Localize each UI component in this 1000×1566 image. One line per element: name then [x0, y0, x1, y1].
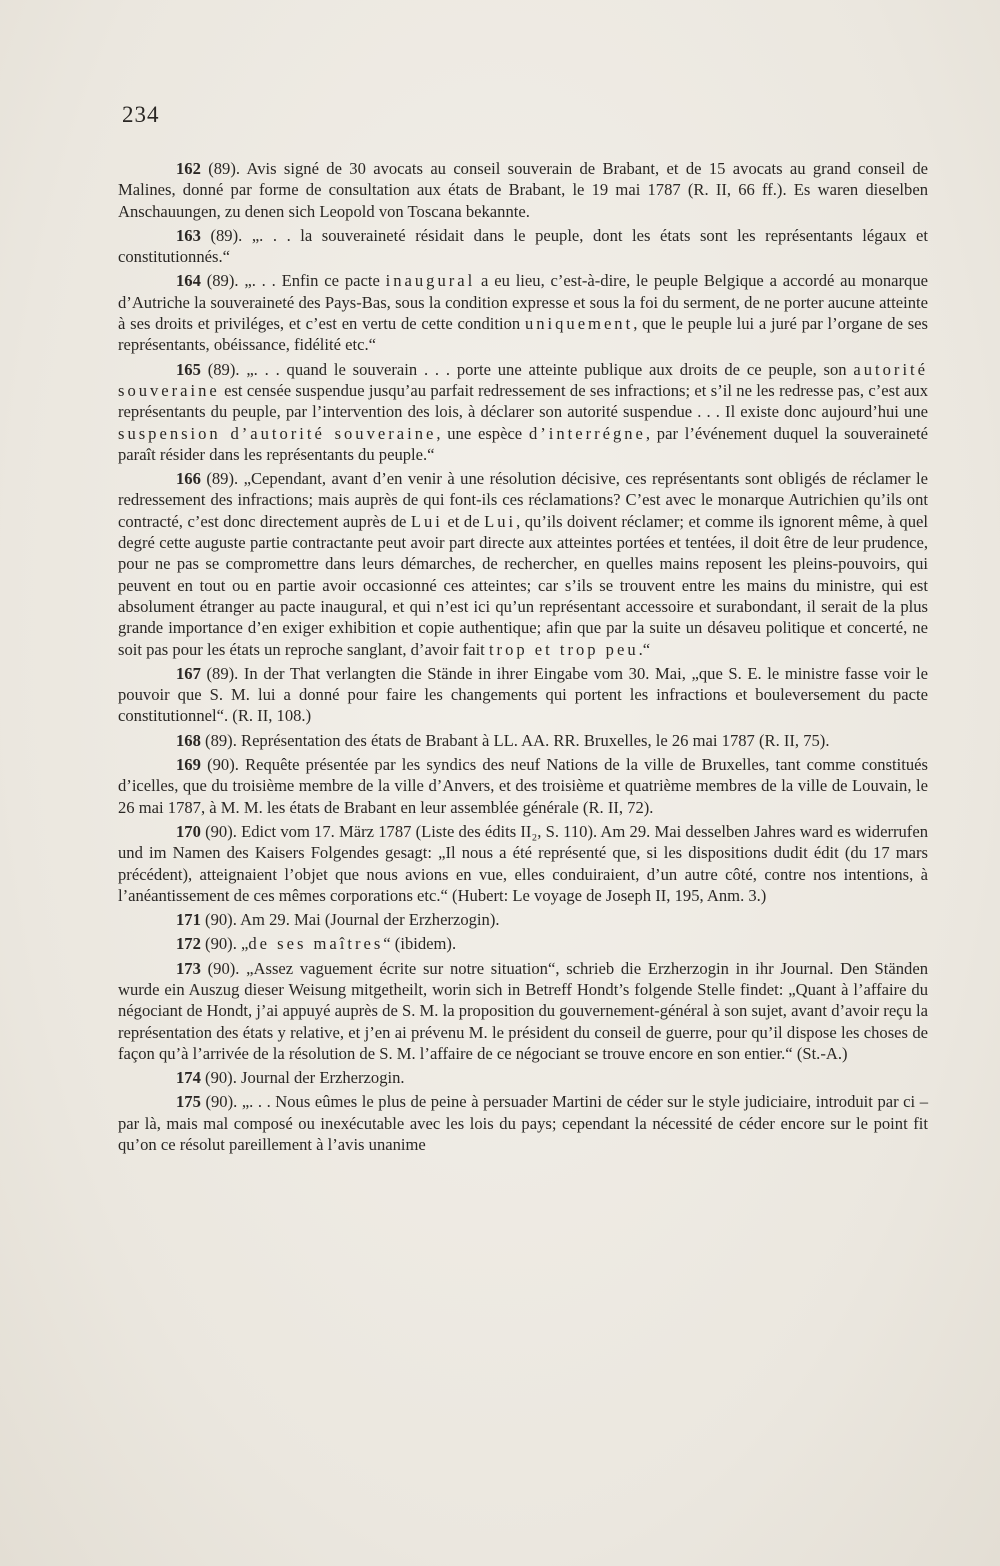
spaced-emphasis: d’interrégne: [528, 423, 646, 443]
footnotes-body: [118, 158, 928, 1158]
footnote-number: 173: [176, 958, 201, 978]
footnote-text: , qu’ils doivent réclamer; et comme ils ignorent même, à quel degré cette auguste partie contractante peut avoir part directe aux atteintes portées et tentées, il doit être de leur prudence, pour ne pas se compromettre dans leurs démarches, de rechercher, en quelles mains reposent les pleins-pouvoirs, qui peuvent en tout ou en partie avoir occasionné ces atteintes; car s’ils se trouvent entre les mains du ministre, qui est absolument étranger au pacte inaugural, et qui n’est ici qu’un représentant accessoire et surabondant, il serait de la plus grande importance d’en exiger exhibition et copie authentique; afin que par la suite un désaveu politique et concerté, ne soit pas pour les états un reproche sanglant, d’avoir fait: [118, 511, 928, 659]
footnote-169: [118, 754, 928, 818]
spaced-emphasis: inaugural: [385, 271, 476, 291]
footnote-number: 164: [176, 271, 201, 291]
footnote-number: 172: [176, 934, 201, 954]
footnote-166: [118, 468, 928, 660]
footnote-number: 166: [176, 469, 201, 489]
footnote-number: 163: [176, 225, 201, 245]
footnote-165: [118, 359, 928, 465]
footnote-page-ref: (89).: [210, 225, 243, 245]
footnote-text: In der That verlangten die Stände in ihrer Eingabe vom 30. Mai, „que S. E. le ministre fasse voir le pouvoir que S. M. lui a donné pour faire les changements qui portent les infractions et bouleversement du pacte constitutionnel“. (R. II, 108.): [118, 663, 928, 726]
footnote-text: „: [241, 934, 249, 954]
footnote-175: [118, 1091, 928, 1155]
spaced-emphasis: uniquement: [524, 314, 634, 334]
footnote-text: est censée suspendue jusqu’au parfait redressement de ses infractions; et s’il ne les redresse pas, c’est aux représentants du peuple, par l’intervention des lois, à déclarer son autorité suspendue . . . Il existe donc aujourd’hui une: [118, 380, 928, 422]
footnote-number: 168: [176, 730, 201, 750]
footnote-text: „Assez vaguement écrite sur notre situation“, schrieb die Erzherzogin in ihr Journal. Den Ständen wurde ein Auszug dieser Weisung mitgetheilt, worin sich in Betreff Hondt’s folgende Stelle findet: „Quant à l’affaire du négociant de Hondt, j’ai appuyé auprès de S. M. la proposition du gouvernement-général à son sujet, avant d’avoir reçu la représentation des états y relative, et j’en ai prévenu M. le président du conseil de guerre, pour qu’il dispose les choses de façon qu’à l’arrivée de la résolution de S. M. l’affaire de ce négociant se trouve encore en son entier.“ (St.-A.): [118, 958, 928, 1063]
footnote-text: , par l’événement duquel la souveraineté paraît résider dans les représentants du peuple.“: [118, 423, 928, 464]
footnote-text: a eu lieu, c’est-à-dire, le peuple Belgique a accordé au monarque d’Autriche la souveraineté des Pays-Bas, sous la condition expresse et sous la foi du serment, de ne porter aucune atteinte à ses droits et priviléges, et c’est en vertu de cette condition: [118, 271, 929, 334]
footnote-text: Représentation des états de Brabant à LL. AA. RR. Bruxelles, le 26 mai 1787 (R. II, 75).: [241, 730, 830, 750]
footnote-text: „. . . quand le souverain . . . porte une atteinte publique aux droits de ce peuple, son: [246, 359, 854, 379]
footnote-number: 174: [176, 1068, 201, 1088]
footnote-text: „. . . Nous eûmes le plus de peine à persuader Martini de céder sur le style judiciaire, introduit par ci – par là, mais mal composé ou inexécutable avec les lois du pays; cependant la nécessité de céder encore sur le point fit qu’on ce résolut pareillement à l’avis unanime: [118, 1092, 929, 1155]
footnote-text: „. . . la souveraineté résidait dans le peuple, dont les états sont les représentants légaux et constitutionnés.“: [118, 225, 929, 267]
footnote-163: [118, 225, 928, 268]
footnote-page-ref: (89).: [206, 469, 239, 489]
footnote-168: [118, 730, 928, 751]
spaced-emphasis: autorité souveraine: [118, 359, 928, 400]
footnote-text: „Cependant, avant d’en venir à une résolution décisive, ces représentants sont obligés de réclamer le redressement des infractions; mais auprès de qui font-ils ces réclamations? C’est avec le monarque Autrichien qu’ils ont contracté, c’est donc directement auprès de: [118, 469, 928, 531]
footnote-text: et de: [442, 511, 485, 531]
footnote-171: [118, 909, 928, 930]
footnote-text: Requête présentée par les syndics des neuf Nations de la ville de Bruxelles, tant comme constitués d’icelles, que du troisième membre de la ville d’Anvers, et des troisième et quatrième membres de la ville de Louvain, le 26 mai 1787, à M. M. les états de Brabant en leur assemblée générale (R. II, 72).: [118, 755, 928, 817]
footnote-162: [118, 158, 928, 222]
footnote-number: 175: [176, 1092, 201, 1112]
footnote-text: Am 29. Mai (Journal der Erzherzogin).: [240, 910, 500, 930]
spaced-emphasis: Lui: [484, 511, 517, 531]
footnote-page-ref: (90).: [207, 755, 239, 775]
footnote-text: Avis signé de 30 avocats au conseil souverain de Brabant, et de 15 avocats au grand conseil de Malines, donné par forme de consultation aux états de Brabant, le 19 mai 1787 (R. II, 66 ff.). Es waren dieselben Anschauungen, zu denen sich Leopold von Toscana bekannte.: [118, 159, 929, 221]
footnote-text: .“: [638, 639, 651, 659]
footnote-page-ref: (90).: [205, 1092, 238, 1112]
footnote-text: Journal der Erzherzogin.: [241, 1068, 405, 1088]
footnote-page-ref: (90).: [207, 958, 240, 978]
spaced-emphasis: trop et trop peu: [488, 639, 639, 659]
spaced-emphasis: suspension d’autorité souveraine: [118, 423, 437, 443]
footnote-text: , une espèce: [436, 423, 529, 443]
footnote-number: 165: [176, 359, 201, 379]
footnote-text: , que le peuple lui a juré par l’organe de ses représentants, obéissance, fidélité etc.“: [118, 314, 929, 355]
spaced-emphasis: de ses maîtres: [248, 934, 384, 954]
footnote-173: [118, 958, 928, 1064]
footnote-text: “ (ibidem).: [383, 934, 457, 954]
footnote-page-ref: (90).: [205, 821, 237, 841]
footnote-page-ref: (89).: [207, 359, 240, 379]
footnote-page-ref: (90).: [205, 1068, 237, 1088]
footnote-number: 162: [176, 159, 201, 178]
footnote-172: [118, 933, 928, 954]
footnote-page-ref: (89).: [206, 271, 239, 291]
footnote-167: [118, 663, 928, 727]
footnote-text: Edict vom 17. März 1787 (Liste des édits II₂, S. 110). Am 29. Mai desselben Jahres ward es widerrufen und im Namen des Kaisers Folgendes gesagt: „Il nous a été représenté que, si les dispositions dudit édit (du 17 mars précédent), atteignaient l’objet que nous avions en vue, elles conduiraient, d’un autre côté, contre nos intentions, à l’anéantissement de ces mêmes corporations etc.“ (Hubert: Le voyage de Joseph II, 195, Anm. 3.): [118, 821, 929, 905]
footnote-page-ref: (89).: [205, 730, 237, 750]
footnote-page-ref: (90).: [205, 910, 237, 930]
footnote-170: [118, 821, 928, 906]
footnote-174: [118, 1067, 928, 1088]
footnote-number: 171: [176, 910, 201, 930]
footnote-page-ref: (89).: [208, 159, 241, 178]
footnote-page-ref: (90).: [205, 934, 237, 954]
page-number: 234: [122, 102, 160, 127]
footnote-number: 169: [176, 755, 201, 775]
footnote-164: [118, 270, 928, 355]
spaced-emphasis: Lui: [410, 511, 443, 531]
footnote-page-ref: (89).: [206, 663, 239, 683]
footnote-text: „. . . Enfin ce pacte: [244, 271, 386, 291]
footnote-number: 170: [176, 821, 201, 841]
footnote-number: 167: [176, 663, 201, 683]
